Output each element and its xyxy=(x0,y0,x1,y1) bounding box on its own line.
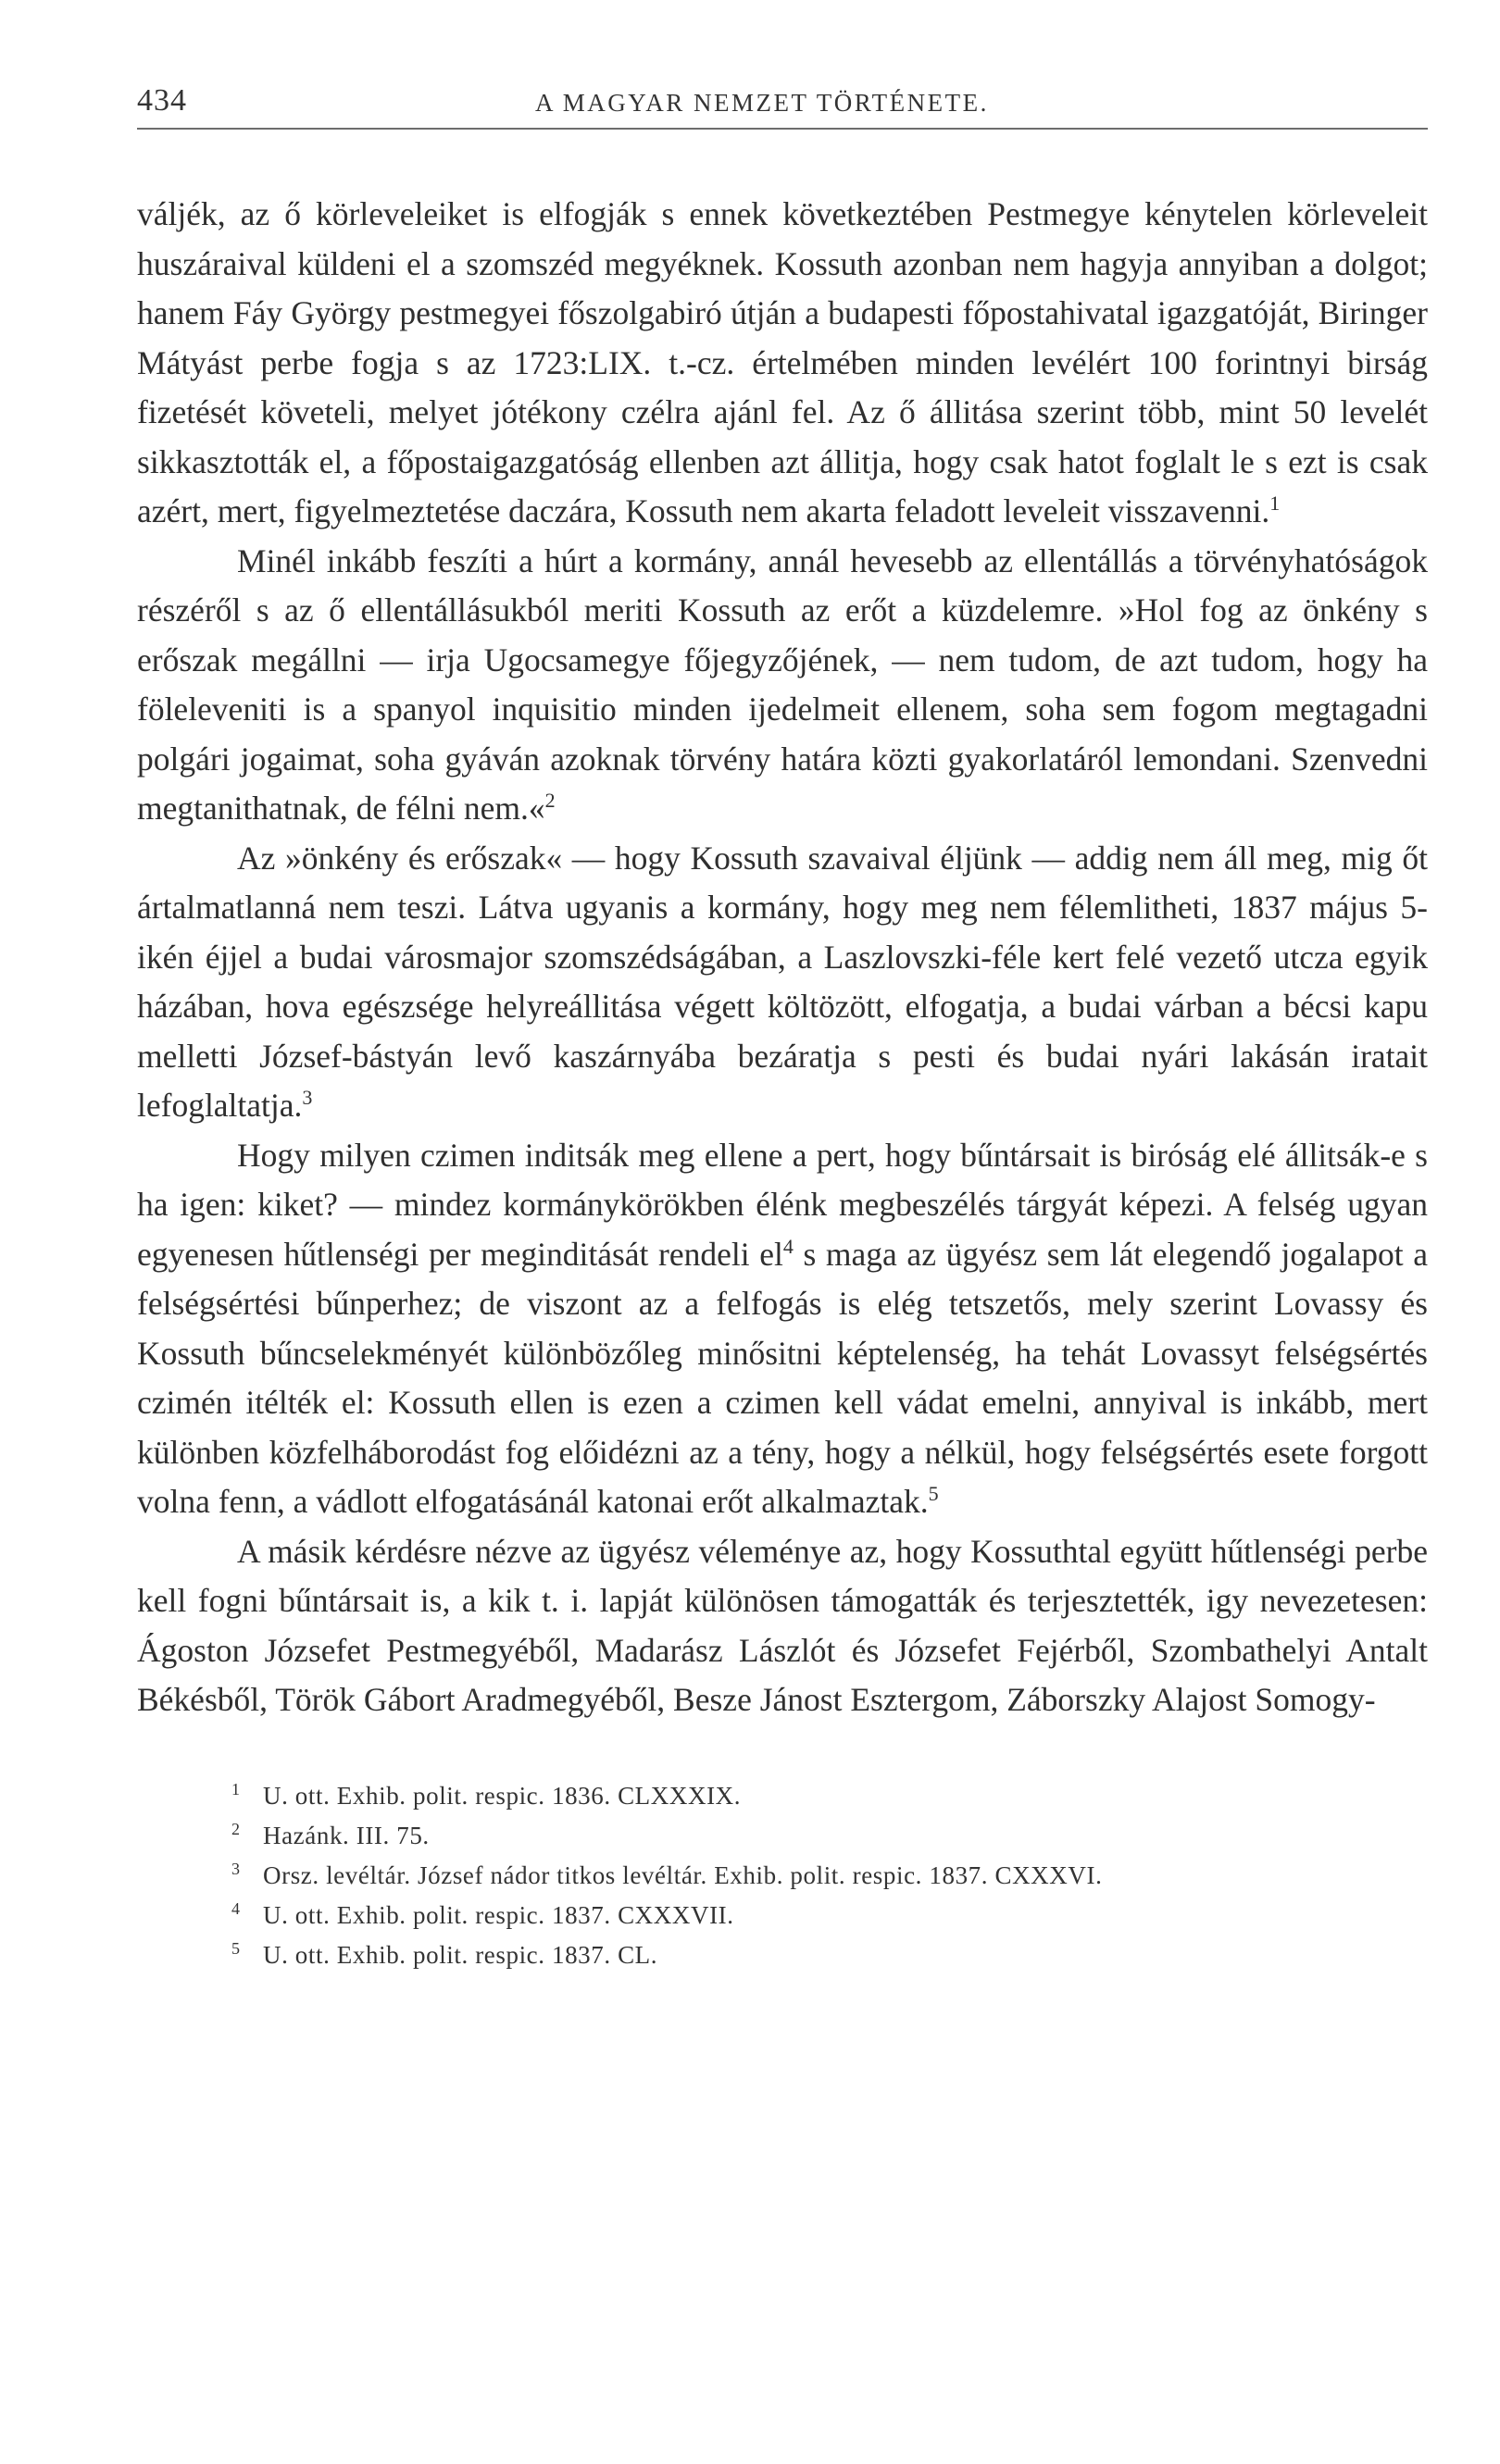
paragraph-text: Hogy milyen czimen inditsák meg ellene a pert, hogy bűntársait is biróság elé állitsák-e s ha igen: kiket? — mindez kormánykörökben élénk megbeszélés tárgyát képezi. A felség ugyan egyenesen hűtlenségi per meginditását rendeli el xyxy=(137,1136,1428,1273)
footnote-reference: 2 xyxy=(544,789,556,813)
footnote xyxy=(231,1816,1428,1856)
footnote-text: U. ott. Exhib. polit. respic. 1837. CXXXVII. xyxy=(263,1900,734,1929)
paragraph-text: A másik kérdésre nézve az ügyész véleménye az, hogy Kossuthtal együtt hűtlenségi perbe kell fogni bűntársait is, a kik t. i. lapját különösen támogatták és terjesztették, igy nevezetesen: Ágoston Józsefet Pestmegyéből, Madarász Lászlót és Józsefet Fejérből, Szombathelyi Antalt Békésből, Török Gábort Aradmegyéből, Besze Jánost Esztergom, Záborszky Alajost Somogy- xyxy=(137,1532,1428,1718)
footnote xyxy=(231,1776,1428,1816)
footnote-text: Orsz. levéltár. József nádor titkos levéltár. Exhib. polit. respic. 1837. CXXXVI. xyxy=(263,1860,1103,1889)
paragraph xyxy=(137,1131,1428,1527)
footnote xyxy=(231,1935,1428,1975)
footnote-reference: 5 xyxy=(928,1482,939,1506)
book-page xyxy=(137,81,1428,1975)
footnote xyxy=(231,1856,1428,1896)
footnote-reference: 4 xyxy=(782,1234,794,1258)
footnote-text: U. ott. Exhib. polit. respic. 1837. CL. xyxy=(263,1940,658,1969)
footnote xyxy=(231,1896,1428,1935)
paragraph xyxy=(137,190,1428,537)
footnote-text: U. ott. Exhib. polit. respic. 1836. CLXXXIX. xyxy=(263,1781,742,1810)
footnote-mark: 5 xyxy=(231,1938,241,1958)
page-number: 434 xyxy=(137,83,187,118)
footnote-mark: 3 xyxy=(231,1859,241,1878)
body-text xyxy=(137,190,1428,1725)
paragraph-text: váljék, az ő körleveleiket is elfogják s ennek következtében Pestmegye kénytelen körleveleit huszáraival küldeni el a szomszéd megyéknek. Kossuth azonban nem hagyja annyiban a dolgot; hanem Fáy György pestmegyei főszolgabiró útján a budapesti főpostahivatal igazgatóját, Biringer Mátyást perbe fogja s az 1723:LIX. t.-cz. értelmében minden levélért 100 forintnyi birság fizetését követeli, melyet jótékony czélra ajánl fel. Az ő állitása szerint több, mint 50 levelét sikkasztották el, a főpostaigazgatóság ellenben azt állitja, hogy csak hatot foglalt le s ezt is csak azért, mert, figyelmeztetése daczára, Kossuth nem akarta feladott leveleit visszavenni. xyxy=(137,195,1428,529)
paragraph xyxy=(137,537,1428,834)
paragraph-text: Minél inkább feszíti a húrt a kormány, annál hevesebb az ellentállás a törvényhatóságok részéről s az ő ellentállásukból meriti Kossuth az erőt a küzdelemre. »Hol fog az önkény s erőszak megállni — irja Ugocsamegye főjegyzőjének, — nem tudom, de azt tudom, hogy ha föleleveniti is a spanyol inquisitio minden ijedelmeit ellenem, soha sem fogom megtagadni polgári jogaimat, soha gyáván azoknak törvény határa közti gyakorlatáról lemondani. Szenvedni megtanithatnak, de félni nem.« xyxy=(137,541,1428,827)
paragraph-text: Az »önkény és erőszak« — hogy Kossuth szavaival éljünk — addig nem áll meg, mig őt ártalmatlanná nem teszi. Látva ugyanis a kormány, hogy meg nem félemlitheti, 1837 május 5-ikén éjjel a budai városmajor szomszédságában, a Laszlovszki-féle kert felé vezető utcza egyik házában, hova egészsége helyreállitása végett költözött, elfogatja, a budai várban a bécsi kapu melletti József-bástyán levő kaszárnyába bezáratja s pesti és budai nyári lakásán iratait lefoglaltatja. xyxy=(137,839,1428,1124)
footnote-mark: 1 xyxy=(231,1779,241,1798)
page-header xyxy=(137,81,1428,130)
paragraph xyxy=(137,1527,1428,1725)
footnote-mark: 4 xyxy=(231,1898,241,1918)
footnote-reference: 3 xyxy=(302,1086,313,1110)
footnote-text: Hazánk. III. 75. xyxy=(263,1821,430,1849)
paragraph-text: s maga az ügyész sem lát elegendő jogalapot a felségsértési bűnperhez; de viszont az a felfogás is elég tetszetős, mely szerint Lovassy és Kossuth bűncselekményét különbözőleg minősitni képtelenség, ha tehát Lovassyt felségsértés czimén itélték el: Kossuth ellen is ezen a czimen kell vádat emelni, annyival is inkább, mert különben közfelháborodást fog előidézni az a tény, hogy a nélkül, hogy felségsértés esete forgott volna fenn, a vádlott elfogatásánál katonai erőt alkalmaztak. xyxy=(137,1235,1428,1520)
paragraph xyxy=(137,834,1428,1131)
footnotes xyxy=(137,1776,1428,1975)
footnote-reference: 1 xyxy=(1269,492,1281,516)
footnote-mark: 2 xyxy=(231,1819,241,1838)
running-head: A MAGYAR NEMZET TÖRTÉNETE. xyxy=(535,89,989,117)
